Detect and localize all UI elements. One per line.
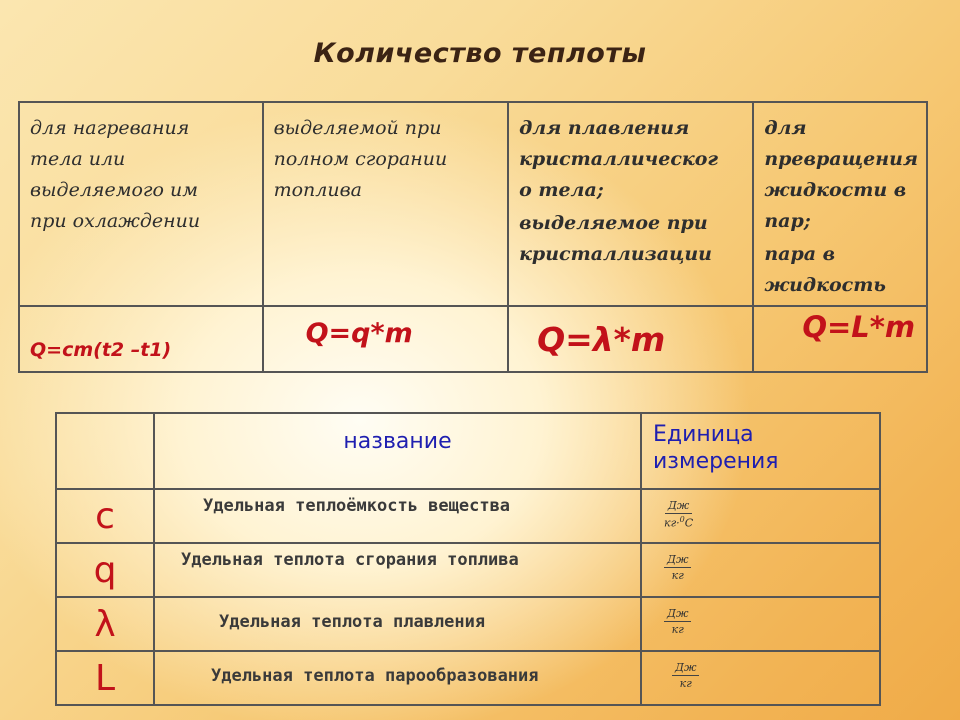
quantities-table	[55, 412, 881, 706]
unit-fraction	[664, 553, 691, 582]
case-line: для превращения	[764, 117, 919, 170]
formula-cell	[508, 306, 753, 372]
quantity-name: Удельная теплота плавления	[154, 597, 641, 651]
heat-formulas-table	[18, 101, 928, 373]
page-title: Количество теплоты	[313, 38, 647, 69]
formula-combustion: Q=q*m	[305, 317, 413, 349]
case-line: пара в жидкость	[764, 243, 886, 296]
case-line: о тела;	[519, 179, 604, 201]
case-line: кристаллизации	[519, 243, 712, 265]
case-line: кристаллическог	[519, 148, 719, 170]
quantity-symbol: q	[56, 543, 154, 597]
case-line: для нагревания	[30, 117, 190, 139]
quantities-header-row	[56, 413, 880, 489]
case-line: выделяемой при	[273, 117, 442, 139]
case-line: для плавления	[519, 117, 690, 139]
quantity-symbol: L	[56, 651, 154, 705]
unit-denominator: кг·$^0$С	[664, 515, 694, 530]
case-line: выделяемого им	[30, 179, 199, 201]
header-name-cell	[154, 413, 641, 489]
header-unit: измерения	[653, 449, 779, 474]
case-cell-melting	[508, 102, 753, 306]
case-line: тела или	[30, 148, 126, 170]
table-row	[56, 597, 880, 651]
formula-row	[19, 306, 927, 372]
unit-numerator: Дж	[665, 499, 692, 514]
unit-denominator: кг	[679, 677, 692, 690]
unit-fraction	[664, 499, 693, 530]
table-row	[56, 651, 880, 705]
formula-melting: Q=λ*m	[537, 319, 666, 359]
unit-denominator: кг	[671, 623, 684, 636]
case-line: жидкости в пар;	[764, 179, 907, 232]
table-row	[56, 489, 880, 543]
case-line: выделяемое при	[519, 212, 708, 234]
table-row	[56, 543, 880, 597]
unit-numerator: Дж	[664, 553, 691, 568]
quantity-unit	[641, 651, 880, 705]
quantity-name: Удельная теплоёмкость вещества	[154, 489, 641, 543]
case-cell-combustion	[263, 102, 508, 306]
header-name: название	[343, 429, 452, 454]
quantity-symbol: c	[56, 489, 154, 543]
unit-fraction	[672, 661, 699, 690]
case-cell-vaporization	[753, 102, 927, 306]
unit-denominator: кг	[671, 569, 684, 582]
header-unit: Единица	[653, 422, 754, 447]
description-row	[19, 102, 927, 306]
quantity-name: Удельная теплота сгорания топлива	[154, 543, 641, 597]
quantity-symbol: λ	[56, 597, 154, 651]
quantity-unit	[641, 543, 880, 597]
formula-vaporization: Q=L*m	[802, 310, 916, 344]
case-line: полном сгорании	[273, 148, 448, 170]
quantity-unit	[641, 489, 880, 543]
unit-fraction	[664, 607, 691, 636]
formula-cell	[753, 306, 927, 372]
case-line: при охлаждении	[30, 210, 201, 232]
unit-numerator: Дж	[664, 607, 691, 622]
header-symbol-cell	[56, 413, 154, 489]
formula-heating: Q=cm(t2 –t1)	[30, 339, 172, 361]
formula-cell	[19, 306, 263, 372]
case-cell-heating	[19, 102, 263, 306]
header-unit-cell	[641, 413, 880, 489]
quantity-name: Удельная теплота парообразования	[154, 651, 641, 705]
formula-cell	[263, 306, 508, 372]
quantity-unit	[641, 597, 880, 651]
case-line: топлива	[273, 179, 363, 201]
unit-numerator: Дж	[672, 661, 699, 676]
